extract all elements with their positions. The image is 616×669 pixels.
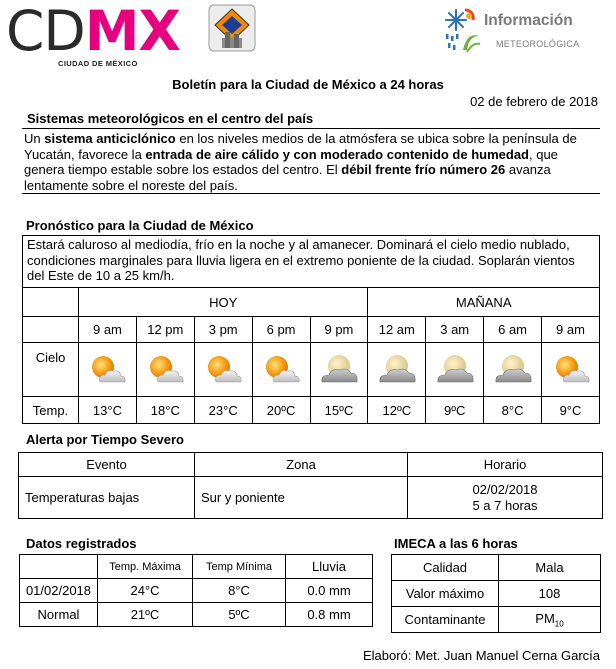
cdmx-logo-cd: CD	[6, 0, 85, 63]
recorded-min: 8°C	[193, 579, 286, 603]
forecast-hours-label	[23, 317, 79, 343]
systems-text-bold: débil frente frío número 26	[341, 162, 506, 177]
imeca-pollutant-sub: 10	[554, 619, 564, 629]
temp-cell: 18°C	[136, 397, 194, 424]
alert-time-cell	[408, 477, 603, 519]
night-cloudy-icon	[318, 352, 360, 388]
recorded-rain: 0.0 mm	[286, 579, 373, 603]
imeca-row	[392, 607, 601, 633]
cdmx-logo	[6, 0, 180, 63]
sky-cell	[310, 343, 368, 397]
forecast-text: Estará caluroso al mediodía, frío en la noche y al amanecer. Dominará el cielo medio nublado, condiciones marginales para lluvia ligera en el extremo poniente de la ciudad. Soplarán vientos del Este de 10 a 25 km/h.	[27, 237, 575, 283]
recorded-rain: 0.8 mm	[286, 603, 373, 627]
hour-cell: 9 pm	[310, 317, 368, 343]
weather-info-logo-icon	[443, 6, 481, 56]
sky-label: Cielo	[23, 343, 79, 397]
forecast-table	[22, 287, 600, 424]
hour-cell: 6 pm	[252, 317, 310, 343]
temp-cell: 9°C	[542, 397, 600, 424]
partly-sunny-icon	[86, 352, 128, 388]
alert-col-event: Evento	[19, 453, 195, 477]
partly-sunny-icon	[202, 352, 244, 388]
night-cloudy-icon	[376, 352, 418, 388]
systems-text-bold: sistema anticiclónico	[44, 131, 176, 146]
bulletin-date: 02 de febrero de 2018	[470, 94, 598, 109]
systems-text-part: Un	[24, 131, 45, 146]
systems-text	[22, 129, 600, 195]
night-cloudy-icon	[492, 352, 534, 388]
imeca-label-quality: Calidad	[392, 555, 499, 581]
imeca-title: IMECA a las 6 horas	[394, 536, 518, 551]
temp-cell: 9ºC	[426, 397, 484, 424]
systems-box	[22, 128, 600, 194]
systems-text-part: avanza lentamente sobre el noreste del país.	[24, 162, 551, 193]
hour-cell: 3 pm	[194, 317, 252, 343]
author-prefix: Elaboró:	[362, 648, 416, 663]
hour-cell: 9 am	[79, 317, 137, 343]
alert-event: Temperaturas bajas	[19, 477, 195, 519]
recorded-min: 5ºC	[193, 603, 286, 627]
cdmx-logo-mx: MX	[84, 0, 180, 63]
imeca-label-pollutant: Contaminante	[392, 607, 499, 633]
imeca-pollutant: PM	[535, 610, 555, 626]
temp-cell: 12ºC	[368, 397, 426, 424]
temp-cell: 20ºC	[252, 397, 310, 424]
recorded-col-max: Temp. Máxima	[98, 555, 193, 579]
sky-cell	[542, 343, 600, 397]
recorded-row	[20, 603, 373, 627]
group-tomorrow: MAÑANA	[368, 288, 600, 317]
recorded-row-label: 01/02/2018	[20, 579, 98, 603]
forecast-hours-row	[23, 317, 600, 343]
systems-text-part: , que genera tiempo estable sobre los estados del centro. El	[24, 146, 558, 177]
recorded-title: Datos registrados	[26, 536, 137, 551]
recorded-col-min: Temp Mínima	[193, 555, 286, 579]
sky-cell	[368, 343, 426, 397]
recorded-max: 21ºC	[98, 603, 193, 627]
sky-cell	[79, 343, 137, 397]
recorded-header-row	[20, 555, 373, 579]
alert-header-row	[19, 453, 603, 477]
imeca-quality: Mala	[499, 555, 601, 581]
recorded-corner-cell	[20, 555, 98, 579]
sky-cell	[252, 343, 310, 397]
hour-cell: 12 pm	[136, 317, 194, 343]
alert-time: 5 a 7 horas	[472, 497, 538, 513]
systems-text-bold: entrada de aire cálido y con moderado contenido de humedad	[145, 146, 529, 162]
forecast-box	[22, 235, 600, 287]
systems-title: Sistemas meteorológicos en el centro del país	[27, 111, 314, 126]
alert-col-time: Horario	[408, 453, 603, 477]
hour-cell: 3 am	[426, 317, 484, 343]
alert-row	[19, 477, 603, 519]
info-title: Información	[484, 12, 573, 29]
partly-sunny-icon	[260, 352, 302, 388]
bulletin-title: Boletín para la Ciudad de México a 24 horas	[172, 77, 444, 92]
imeca-label-max: Valor máximo	[392, 581, 499, 607]
alert-zone: Sur y poniente	[195, 477, 408, 519]
temp-cell: 15ºC	[310, 397, 368, 424]
imeca-pollutant-cell	[499, 607, 601, 633]
imeca-row	[392, 581, 601, 607]
imeca-row	[392, 555, 601, 581]
cdmx-logo-subtitle: CIUDAD DE MÉXICO	[58, 59, 138, 68]
sky-cell	[484, 343, 542, 397]
hour-cell: 9 am	[542, 317, 600, 343]
temp-label: Temp.	[23, 397, 79, 424]
forecast-temp-row	[23, 397, 600, 424]
forecast-corner-cell	[23, 288, 79, 317]
forecast-title: Pronóstico para la Ciudad de México	[26, 218, 254, 233]
author-line	[363, 648, 600, 663]
recorded-max: 24°C	[98, 579, 193, 603]
forecast-sky-row	[23, 343, 600, 397]
alert-date: 02/02/2018	[472, 481, 538, 497]
temp-cell: 8°C	[484, 397, 542, 424]
recorded-row	[20, 579, 373, 603]
group-today: HOY	[79, 288, 368, 317]
alert-title: Alerta por Tiempo Severo	[26, 432, 184, 447]
hour-cell: 6 am	[484, 317, 542, 343]
sky-cell	[426, 343, 484, 397]
temp-cell: 23°C	[194, 397, 252, 424]
partly-sunny-icon	[550, 352, 592, 388]
civil-protection-logo-icon	[208, 4, 256, 52]
night-cloudy-icon	[434, 352, 476, 388]
recorded-table	[19, 554, 373, 627]
info-subtitle: METEOROLÓGICA	[496, 39, 580, 49]
partly-sunny-icon	[144, 352, 186, 388]
imeca-max: 108	[499, 581, 601, 607]
imeca-table	[391, 554, 601, 633]
author-name: Met. Juan Manuel Cerna García	[415, 648, 600, 663]
hour-cell: 12 am	[368, 317, 426, 343]
forecast-group-row	[23, 288, 600, 317]
recorded-col-rain: Lluvia	[286, 555, 373, 579]
systems-text-part: en los niveles medios de la atmósfera se ubica sobre la península de Yucatán, favorece la	[24, 131, 577, 162]
alert-table	[18, 452, 603, 519]
recorded-row-label: Normal	[20, 603, 98, 627]
alert-col-zone: Zona	[195, 453, 408, 477]
sky-cell	[194, 343, 252, 397]
temp-cell: 13°C	[79, 397, 137, 424]
sky-cell	[136, 343, 194, 397]
